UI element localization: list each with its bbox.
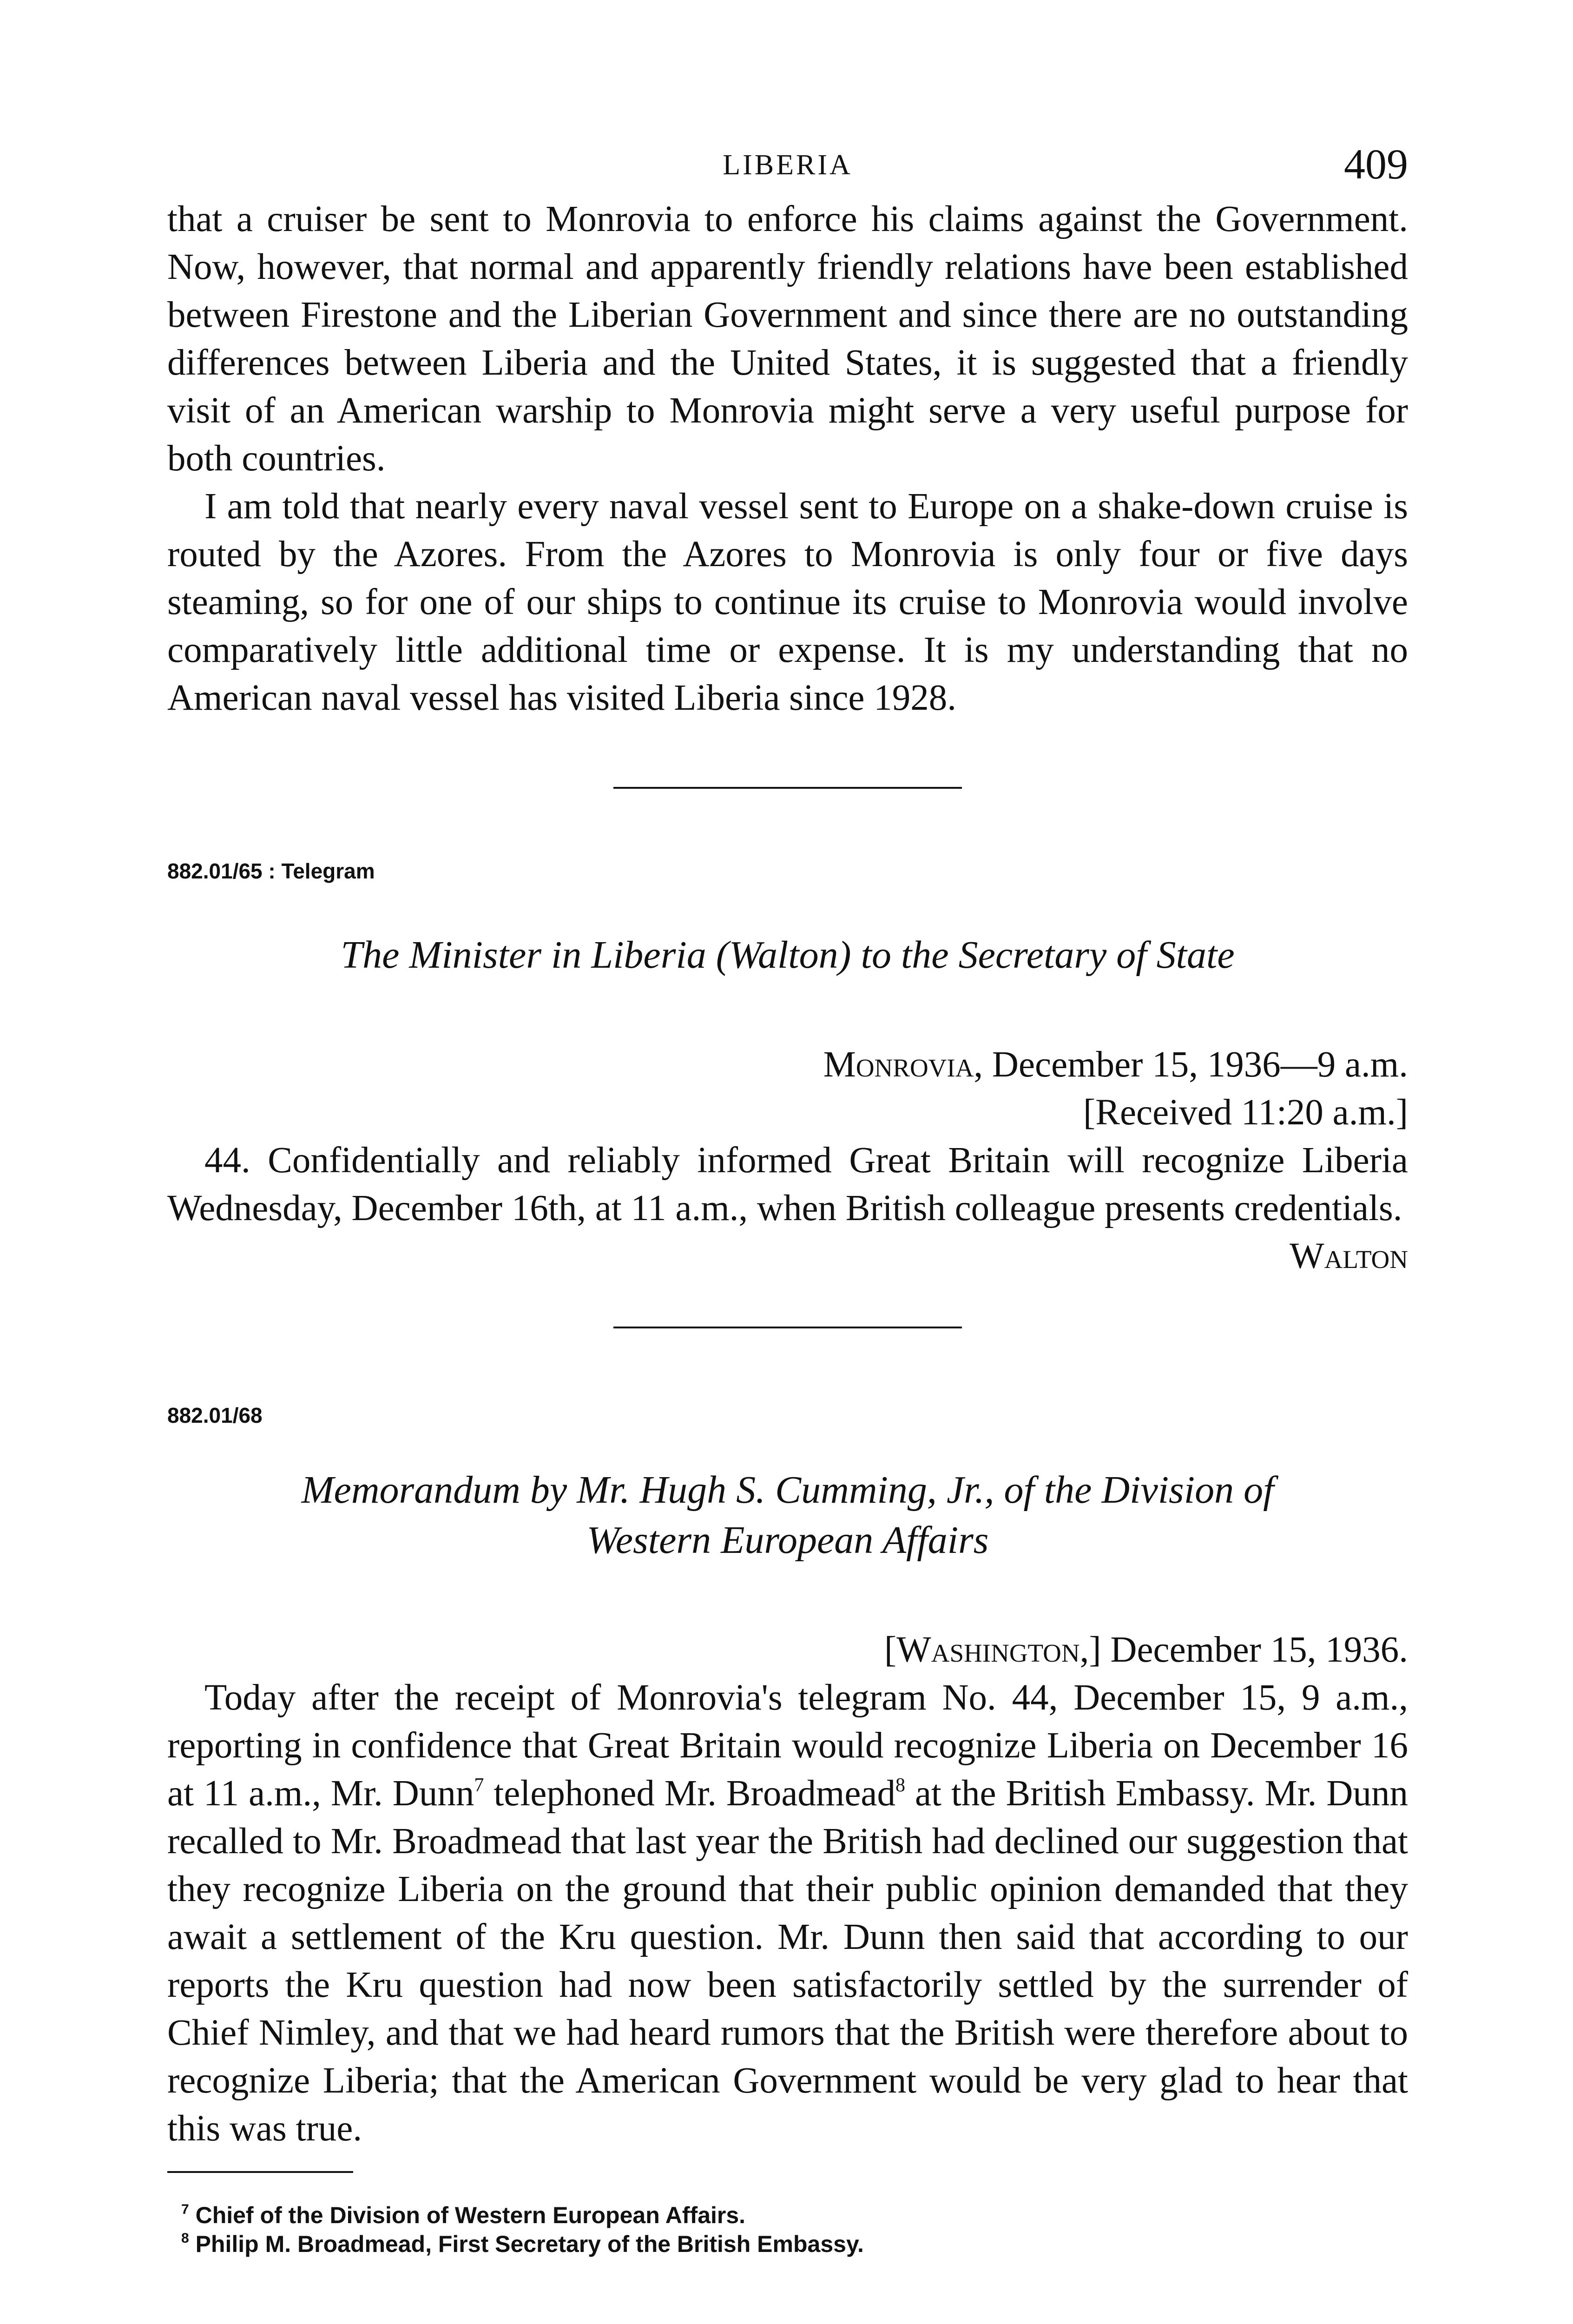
section-divider (613, 787, 962, 789)
file-number: 882.01/65 : Telegram (167, 859, 375, 883)
dateline (167, 1626, 1408, 1674)
section-divider (613, 1327, 962, 1328)
footnote-text: Chief of the Division of Western European Affairs. (189, 2202, 746, 2228)
running-title: LIBERIA (723, 149, 853, 181)
dateline (167, 1041, 1408, 1089)
memo-text: telephoned Mr. Broadmead (484, 1773, 895, 1814)
dateline-date: December 15, 1936—9 a.m. (983, 1044, 1408, 1085)
body-paragraph: I am told that nearly every naval vessel sent to Europe on a shake-down cruise is routed by the Azores. From the Azores to Monrovia is only four or five days steaming, so for one of our ships to continue its cruise to Monrovia would involve comparatively little additional time or expense. It is my understanding that no American naval vessel has visited Liberia since 1928. (167, 486, 1408, 718)
dateline-date: December 15, 1936. (1101, 1630, 1408, 1670)
dateline-place: Monrovia, (823, 1044, 983, 1085)
continuation-paragraph: that a cruiser be sent to Monrovia to enforce his claims against the Government. Now, however, that normal and apparently friendly relations have been established between Firestone and the Liberian Government and since there are no outstanding differences between Liberia and the United States, it is suggested that a friendly visit of an American warship to Monrovia might serve a very useful purpose for both countries. (167, 199, 1408, 479)
footnote-mark: 7 (181, 2202, 189, 2217)
received-line: [Received 11:20 a.m.] (1083, 1092, 1408, 1133)
footnote (167, 2201, 1408, 2230)
signature: Walton (1290, 1236, 1408, 1276)
footnote-mark: 8 (181, 2231, 189, 2246)
document-page (167, 139, 1408, 2258)
file-number: 882.01/68 (167, 1403, 263, 1427)
document-heading: The Minister in Liberia (Walton) to the Secretary of State (341, 933, 1235, 977)
memorandum-body (167, 1674, 1408, 2152)
footnote-ref[interactable]: 8 (895, 1775, 905, 1796)
memo-text: at the British Embassy. Mr. Dunn recalled to Mr. Broadmead that last year the British had declined our suggestion that they recognize Liberia on the ground that their public opinion demanded that they await a settlement of the Kru question. Mr. Dunn then said that according to our reports the Kru question had now been satisfactorily settled by the surrender of Chief Nimley, and that we had heard rumors that the British were therefore about to recognize Liberia; that the American Government would be very glad to hear that this was true. (167, 1773, 1408, 2149)
footnotes (167, 2201, 1408, 2258)
footnote-ref[interactable]: 7 (474, 1775, 484, 1796)
memo-text: Today after the receipt of Monrovia's telegram No. 44, December 15, 9 a.m., reporting in confidence that Great Britain would recognize Liberia on December 16 at 11 a.m., Mr. Dunn (167, 1677, 1408, 1814)
footnote-divider (167, 2171, 353, 2173)
dateline-place: [Washington,] (884, 1630, 1101, 1670)
footnote (167, 2230, 1408, 2258)
footnote-text: Philip M. Broadmead, First Secretary of the British Embassy. (189, 2231, 864, 2257)
document-heading: Memorandum by Mr. Hugh S. Cumming, Jr., of the Division of Western European Affairs (301, 1468, 1274, 1562)
page-number: 409 (1344, 140, 1408, 188)
telegram-body: 44. Confidentially and reliably informed Great Britain will recognize Liberia Wednesday, December 16th, at 11 a.m., when British colleague presents credentials. (167, 1140, 1408, 1228)
page-header (167, 139, 1408, 195)
